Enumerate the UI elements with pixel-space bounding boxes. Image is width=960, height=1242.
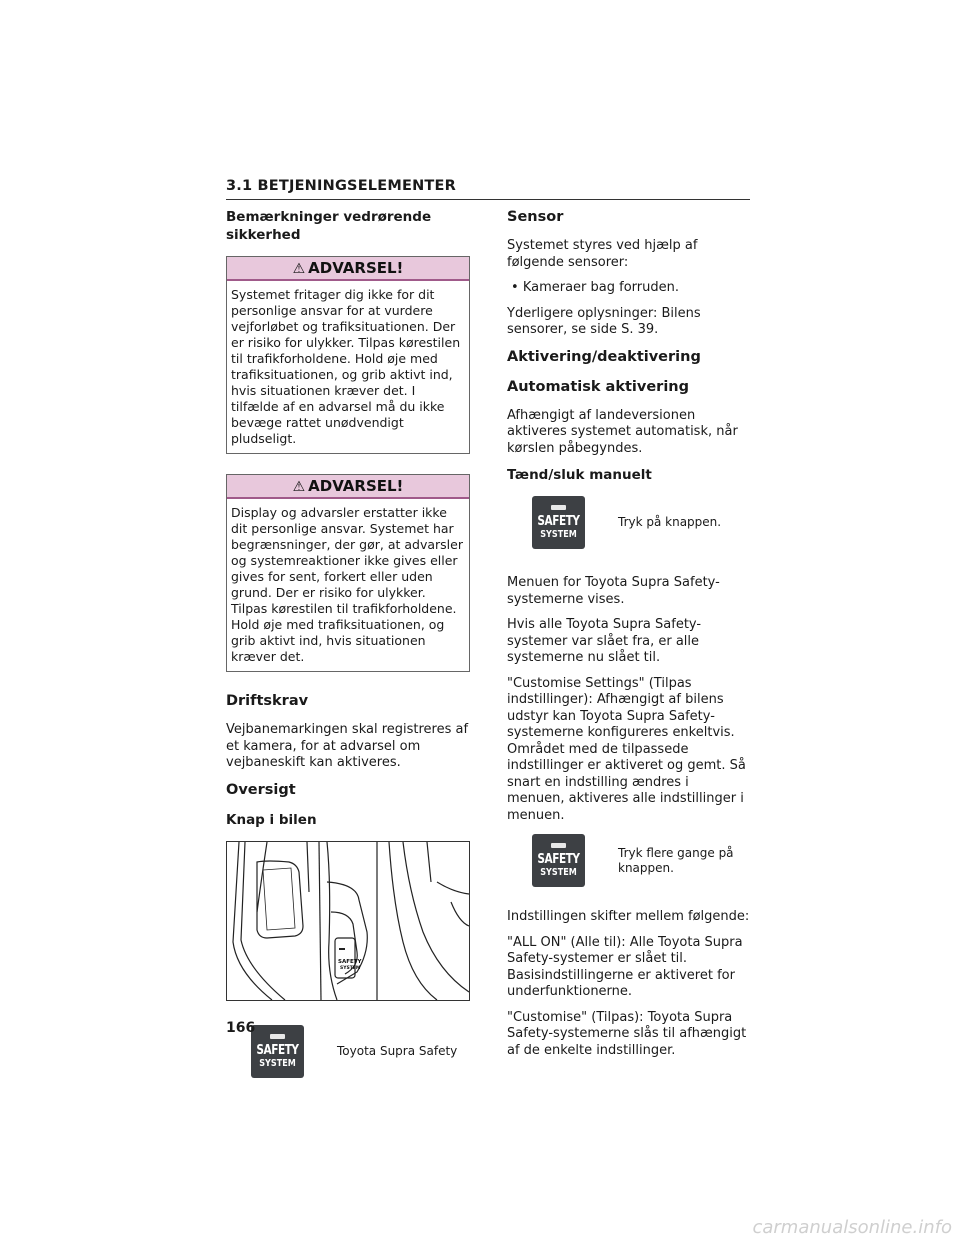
press-caption: Tryk på knappen. [618,515,722,529]
safety-system-button-icon [532,834,585,887]
illus-button-line2: SYSTEM [340,965,361,971]
left-column [226,208,470,1092]
requirements-title: Driftskrav [226,693,309,709]
safety-system-button-icon [251,1025,304,1078]
button-label-line2: SYSTEM [259,1057,296,1069]
all-on-text: "ALL ON" (Alle til): Alle Toyota Supra Safety-systemer er slået til. Basisindstillingerne er aktiveret for underfunktionerne. [507,934,743,999]
button-led-icon [551,843,566,848]
button-label-line1: SAFETY [256,1042,299,1058]
customise-text: "Customise" (Tilpas): Toyota Supra Safety-systemerne slås til afhængigt af de enkelte indstillinger. [507,1009,747,1058]
page-number: 166 [226,1020,256,1036]
console-drawing-icon [227,842,469,1000]
illus-button-line1: SAFETY [338,958,362,965]
warning-label: ADVARSEL! [308,477,404,495]
legend-caption: Toyota Supra Safety [337,1043,458,1058]
center-console-illustration [226,841,470,1001]
safety-system-button-icon [532,496,585,549]
sensor-bullet: • Kameraer bag forruden. [511,280,679,295]
sensor-title: Sensor [507,209,564,225]
button-led-icon [270,1034,285,1039]
warning-label: ADVARSEL! [308,259,404,277]
warning-header [227,475,469,499]
warning-text: Display og advarsler erstatter ikke dit personlige ansvar. Systemet har begrænsninger, der gør, at advarsler og systemreaktioner ikke gives eller gives for sent, forkert eller uden grund. Der er risiko for ulykker. Tilpas kørestilen til trafikforholdene. Hold øje med trafiksituationen, og grib aktivt ind, hvis situationen kræver det. [231,505,463,664]
activation-title: Aktivering/deaktivering [507,348,701,365]
warning-triangle-icon: ⚠ [292,261,306,277]
warning-header [227,257,469,281]
warning-triangle-icon: ⚠ [292,479,306,495]
sensor-text: Systemet styres ved hjælp af følgende sensorer: [507,238,698,270]
requirements-text: Vejbanemarkingen skal registreres af et kamera, for at advarsel om vejbaneskift kan aktiveres. [226,722,469,770]
notes-title: Bemærkninger vedrørende sikkerhed [226,209,432,243]
legend-row [251,1025,470,1078]
section-rule [226,199,750,200]
press-row [532,496,750,549]
watermark: carmanualsonline.info [752,1217,952,1238]
auto-activation-text: Afhængigt af landeversionen aktiveres systemet automatisk, når kørslen påbegyndes. [507,407,738,456]
menu-text: Menuen for Toyota Supra Safety-systemerne vises. [507,575,720,607]
section-heading: 3.1 BETJENINGSELEMENTER [226,178,456,194]
overview-title: Oversigt [226,781,296,798]
press-multi-caption: Tryk flere gange på knappen. [618,845,734,875]
toggle-text: Indstillingen skifter mellem følgende: [507,909,750,924]
button-led-icon [551,505,566,510]
auto-activation-title: Automatisk aktivering [507,378,689,395]
button-label-line1: SAFETY [537,852,580,867]
manual-title: Tænd/sluk manuelt [507,467,652,483]
button-label-line2: SYSTEM [540,867,577,878]
button-title: Knap i bilen [226,811,317,828]
warning-box-2 [226,474,470,672]
button-label-line2: SYSTEM [540,529,577,540]
customise-settings-text: "Customise Settings" (Tilpas indstillinger): Afhængigt af bilens udstyr kan Toyota Supra Safety-systemerne konfigureres enkeltvis. Området med de tilpassede indstillinger er aktiveret og gemt. Så snart en indstilling ændres i menuen, aktiveres alle indstillinger i menuen. [507,675,746,823]
warning-text: Systemet fritager dig ikke for dit personlige ansvar for at vurdere vejforløbet og trafiksituationen. Der er risiko for ulykker. Tilpas kørestilen til trafikforholdene. Hold øje med trafiksituationen, og grib aktivt ind, hvis situationen kræver det. I tilfælde af en advarsel må du ikke bevæge rattet unødvendigt pludseligt. [231,287,461,446]
sensor-bullet-text: Kameraer bag forruden. [522,280,679,295]
right-column [507,208,750,1068]
button-label-line1: SAFETY [537,514,580,529]
sensor-more-text: Yderligere oplysninger: Bilens sensorer, se side S. 39. [507,305,701,337]
warning-box-1 [226,256,470,454]
all-off-text: Hvis alle Toyota Supra Safety-systemer var slået fra, er alle systemerne nu slået til. [507,617,702,665]
press-multi-row [532,834,750,887]
